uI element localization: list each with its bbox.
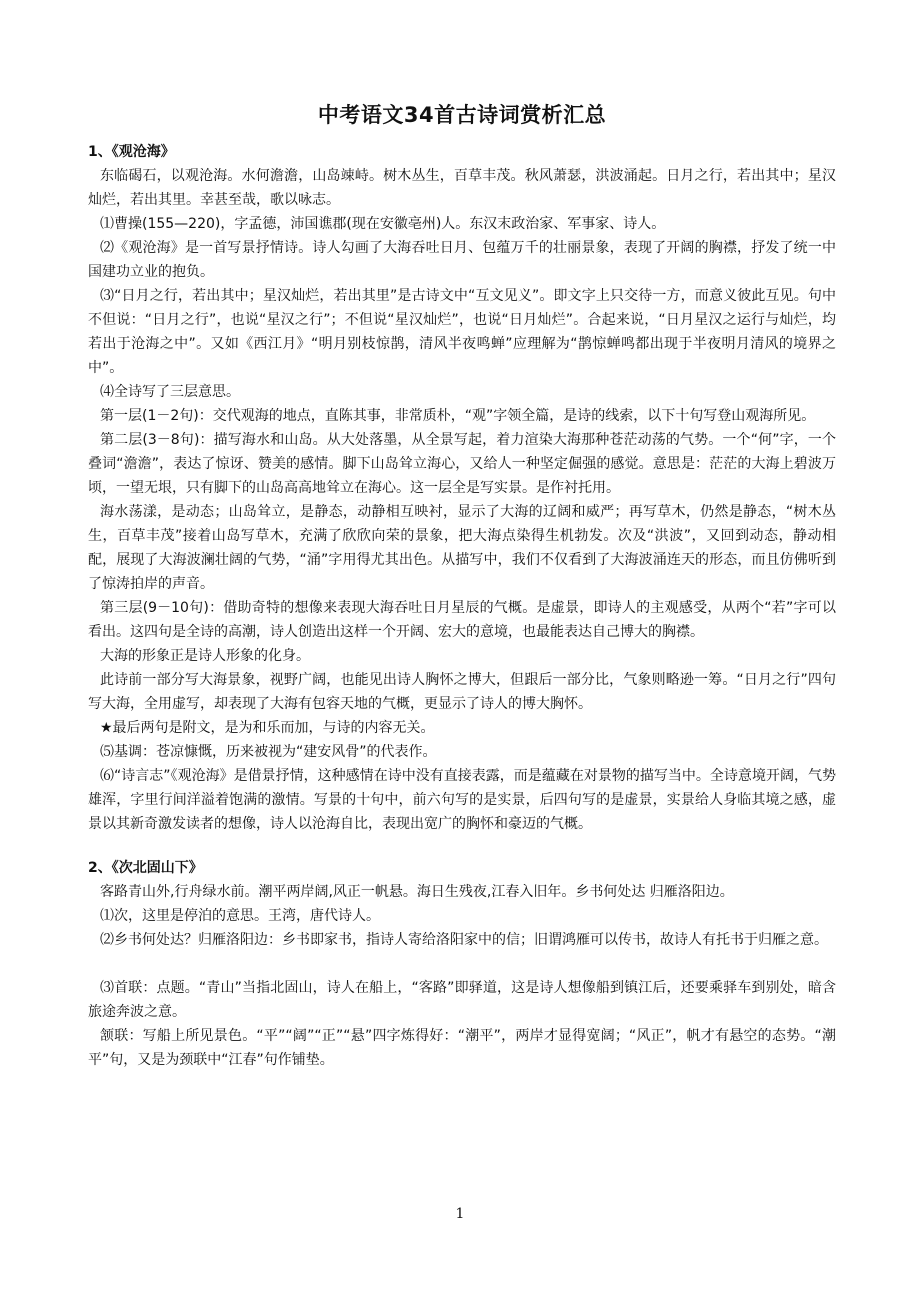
poem-text: 东临碣石，以观沧海。水何澹澹，山岛竦峙。树木丛生，百草丰茂。秋风萧瑟，洪波涌起。日月之行，若出其中；星汉灿烂，若出其里。幸甚至哉，歌以咏志。 [88, 168, 836, 208]
page-number: 1 [455, 1206, 465, 1222]
note-paragraph: ⑶首联：点题。“青山”当指北固山，诗人在船上，“客路”即驿道，这是诗人想像船到镇江后，还要乘驿车到别处，暗含旅途奔波之意。 [88, 980, 836, 1020]
page-title: 中考语文34首古诗词赏析汇总 [317, 103, 607, 127]
note-paragraph: ⑷全诗写了三层意思。 [100, 384, 240, 400]
note-paragraph: ⑶“日月之行，若出其中；星汉灿烂，若出其里”是古诗文中“互文见义”。即文字上只交待一方，而意义彼此互见。句中不但说：“日月之行”，也说“星汉之行”；不但说“星汉灿烂”，也说“日月灿烂”。合起来说，“日月星汉之运行与灿烂，均若出于沧海之中”。又如《西江月》“明月别枝惊鹊，清风半夜鸣蝉”应理解为“鹊惊蝉鸣都出现于半夜明月清风的境界之中”。 [88, 288, 836, 376]
note-paragraph: ⑹“诗言志”《观沧海》是借景抒情，这种感情在诗中没有直接表露，而是蕴藏在对景物的描写当中。全诗意境开阔，气势雄浑，字里行间洋溢着饱满的激情。写景的十句中，前六句写的是实景，后四句写的是虚景，实景给人身临其境之感，虚景以其新奇激发读者的想像，诗人以沧海自比，表现出宽广的胸怀和豪迈的气概。 [88, 768, 836, 832]
note-paragraph: 颔联：写船上所见景色。“平”“阔”“正”“悬”四字炼得好：“潮平”，两岸才显得宽阔；“风正”，帆才有悬空的态势。“潮平”句，又是为颈联中“江春”句作铺垫。 [88, 1028, 836, 1068]
note-paragraph: ⑵《观沧海》是一首写景抒情诗。诗人勾画了大海吞吐日月、包蕴万千的壮丽景象，表现了开阔的胸襟，抒发了统一中国建功立业的抱负。 [88, 240, 836, 280]
note-paragraph: 第二层(3－8句)：描写海水和山岛。从大处落墨，从全景写起，着力渲染大海那种苍茫动荡的气势。一个“何”字，一个叠词“澹澹”，表达了惊讶、赞美的感情。脚下山岛耸立海心，又给人一种坚定倔强的感觉。意思是：茫茫的大海上碧波万顷，一望无垠，只有脚下的山岛高高地耸立在海心。这一层全是写实景。是作衬托用。 [88, 432, 836, 496]
section-ci-bei-gu-shan-xia [88, 856, 836, 1072]
note-paragraph: 第三层(9－10句)：借助奇特的想像来表现大海吞吐日月星辰的气概。是虚景，即诗人的主观感受，从两个“若”字可以看出。这四句是全诗的高潮，诗人创造出这样一个开阔、宏大的意境，也最能表达自己博大的胸襟。 [88, 600, 836, 640]
poem-text: 客路青山外,行舟绿水前。潮平两岸阔,风正一帆悬。海日生残夜,江春入旧年。乡书何处达 归雁洛阳边。 [100, 884, 734, 900]
note-paragraph: 第一层(1－2句)：交代观海的地点，直陈其事，非常质朴，“观”字领全篇，是诗的线索，以下十句写登山观海所见。 [100, 408, 816, 424]
note-paragraph: 此诗前一部分写大海景象，视野广阔，也能见出诗人胸怀之博大，但跟后一部分比，气象则略逊一筹。“日月之行”四句写大海，全用虚写，却表现了大海有包容天地的气概，更显示了诗人的博大胸怀。 [88, 672, 836, 712]
note-paragraph: ⑸基调：苍凉慷慨，历来被视为“建安风骨”的代表作。 [100, 744, 437, 760]
note-paragraph: ⑴次，这里是停泊的意思。王湾，唐代诗人。 [100, 908, 380, 924]
section-guan-cang-hai [88, 140, 836, 836]
note-paragraph: 海水荡漾，是动态；山岛耸立，是静态，动静相互映衬，显示了大海的辽阔和威严；再写草木，仍然是静态，“树木丛生，百草丰茂”接着山岛写草木，充满了欣欣向荣的景象，把大海点染得生机勃发。次及“洪波”，又回到动态，静动相配，展现了大海波澜壮阔的气势，“涌”字用得尤其出色。从描写中，我们不仅看到了大海波涌连天的形态，而且仿佛听到了惊涛拍岸的声音。 [88, 504, 836, 592]
note-paragraph: ⑴曹操(155—220)，字孟德，沛国谯郡(现在安徽亳州)人。东汉末政治家、军事家、诗人。 [100, 216, 666, 232]
section-heading: 2、《次北固山下》 [88, 860, 203, 876]
note-paragraph: 大海的形象正是诗人形象的化身。 [100, 648, 310, 664]
document-body [88, 100, 836, 1072]
note-paragraph: ★最后两句是附文，是为和乐而加，与诗的内容无关。 [100, 720, 435, 736]
note-paragraph: ⑵乡书何处达？归雁洛阳边：乡书即家书，指诗人寄给洛阳家中的信；旧谓鸿雁可以传书，故诗人有托书于归雁之意。 [100, 932, 828, 948]
section-heading: 1、《观沧海》 [88, 144, 175, 160]
